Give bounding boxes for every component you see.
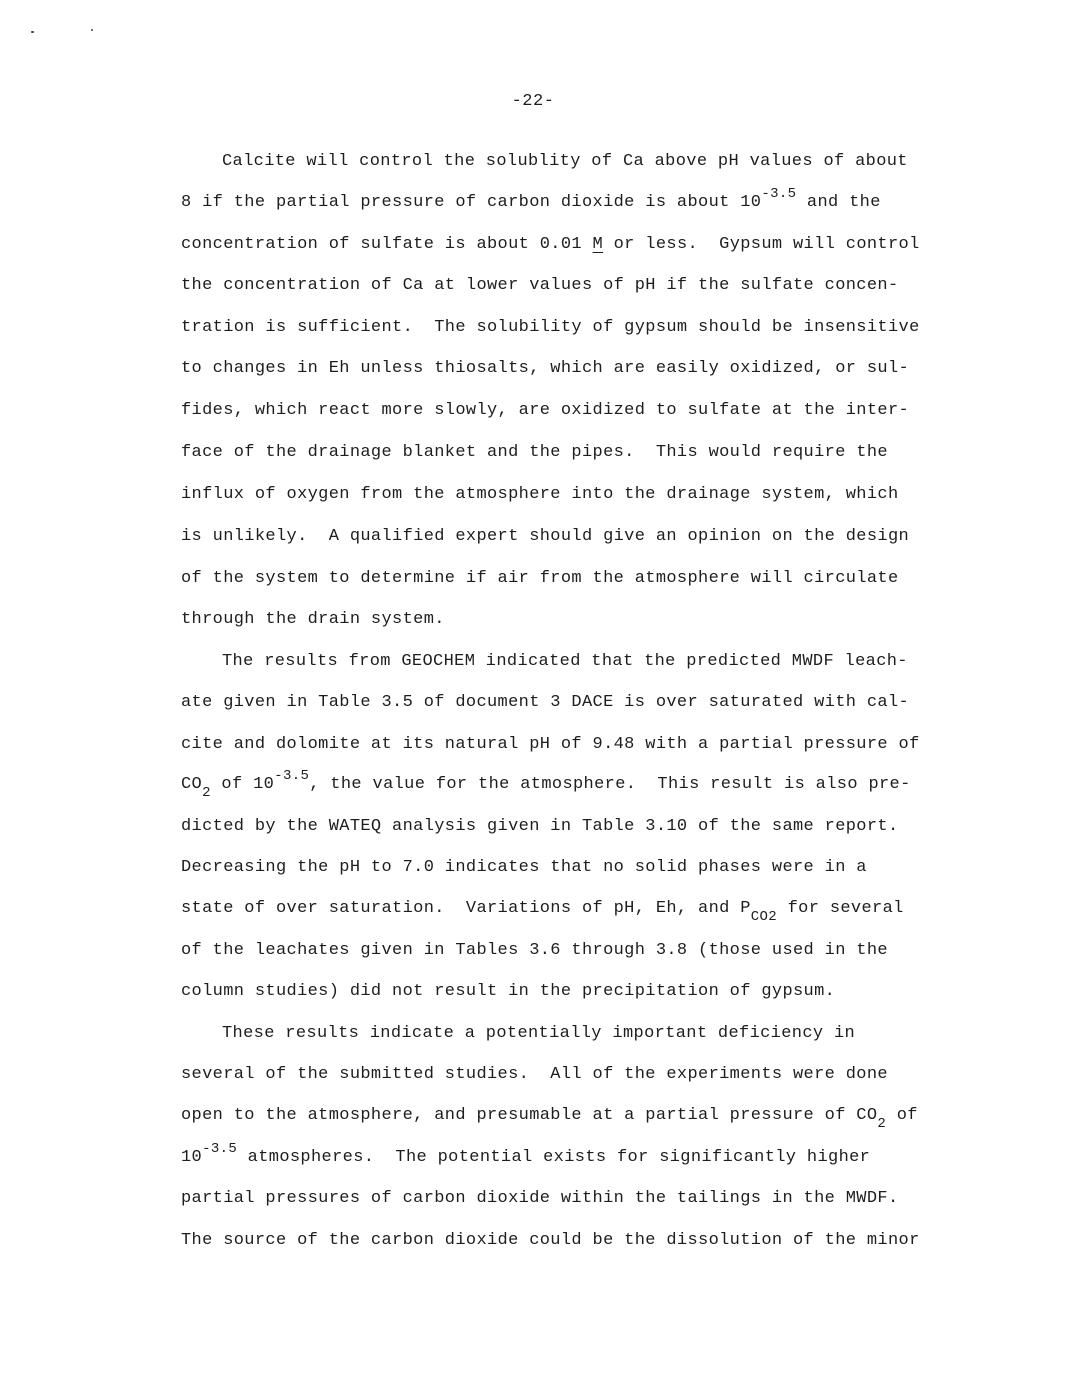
text-line: 8 if the partial pressure of carbon dioxide is about $10^{-3.5}$ and the: [181, 186, 881, 212]
text-line: Decreasing the pH to 7.0 indicates that no solid phases were in a: [181, 858, 867, 877]
text-line: column studies) did not result in the precipitation of gypsum.: [181, 982, 836, 1001]
page-number: -22-: [511, 92, 555, 111]
text-line: several of the submitted studies. All of the experiments were done: [181, 1065, 888, 1084]
text-line: state of over saturation. Variations of pH, Eh, and $P_{CO2}$ for several: [181, 899, 904, 925]
text-line: through the drain system.: [181, 610, 445, 629]
text-line: The source of the carbon dioxide could be the dissolution of the minor: [181, 1231, 920, 1250]
text-line: The results from GEOCHEM indicated that the predicted MWDF leach-: [222, 652, 908, 671]
text-line: fides, which react more slowly, are oxidized to sulfate at the inter-: [181, 401, 910, 420]
text-line: partial pressures of carbon dioxide within the tailings in the MWDF.: [181, 1189, 899, 1208]
text-line: tration is sufficient. The solubility of gypsum should be insensitive: [181, 318, 920, 337]
text-line: of the leachates given in Tables 3.6 through 3.8 (those used in the: [181, 941, 888, 960]
text-line: $CO_2$ of $10^{-3.5}$, the value for the atmosphere. This result is also pre-: [181, 768, 911, 801]
text-line: $10^{-3.5}$ atmospheres. The potential exists for significantly higher: [181, 1141, 871, 1167]
text-line: These results indicate a potentially important deficiency in: [222, 1024, 856, 1043]
text-line: ate given in Table 3.5 of document 3 DACE is over saturated with cal-: [181, 693, 910, 712]
scan-speck: [31, 31, 34, 33]
text-line: cite and dolomite at its natural pH of 9.48 with a partial pressure of: [181, 735, 920, 754]
text-line: to changes in Eh unless thiosalts, which are easily oxidized, or sul-: [181, 359, 910, 378]
text-line: face of the drainage blanket and the pipes. This would require the: [181, 443, 888, 462]
text-line: of the system to determine if air from the atmosphere will circulate: [181, 569, 899, 588]
text-line: open to the atmosphere, and presumable at a partial pressure of $CO_2$ of: [181, 1106, 918, 1132]
text-line: the concentration of Ca at lower values of pH if the sulfate concen-: [181, 276, 899, 295]
text-line: concentration of sulfate is about 0.01 M or less. Gypsum will control: [181, 235, 920, 254]
text-line: influx of oxygen from the atmosphere into the drainage system, which: [181, 485, 899, 504]
text-line: dicted by the WATEQ analysis given in Table 3.10 of the same report.: [181, 817, 899, 836]
text-line: Calcite will control the solublity of Ca above pH values of about: [222, 152, 908, 171]
text-line: is unlikely. A qualified expert should give an opinion on the design: [181, 527, 910, 546]
scan-speck: [91, 29, 93, 31]
